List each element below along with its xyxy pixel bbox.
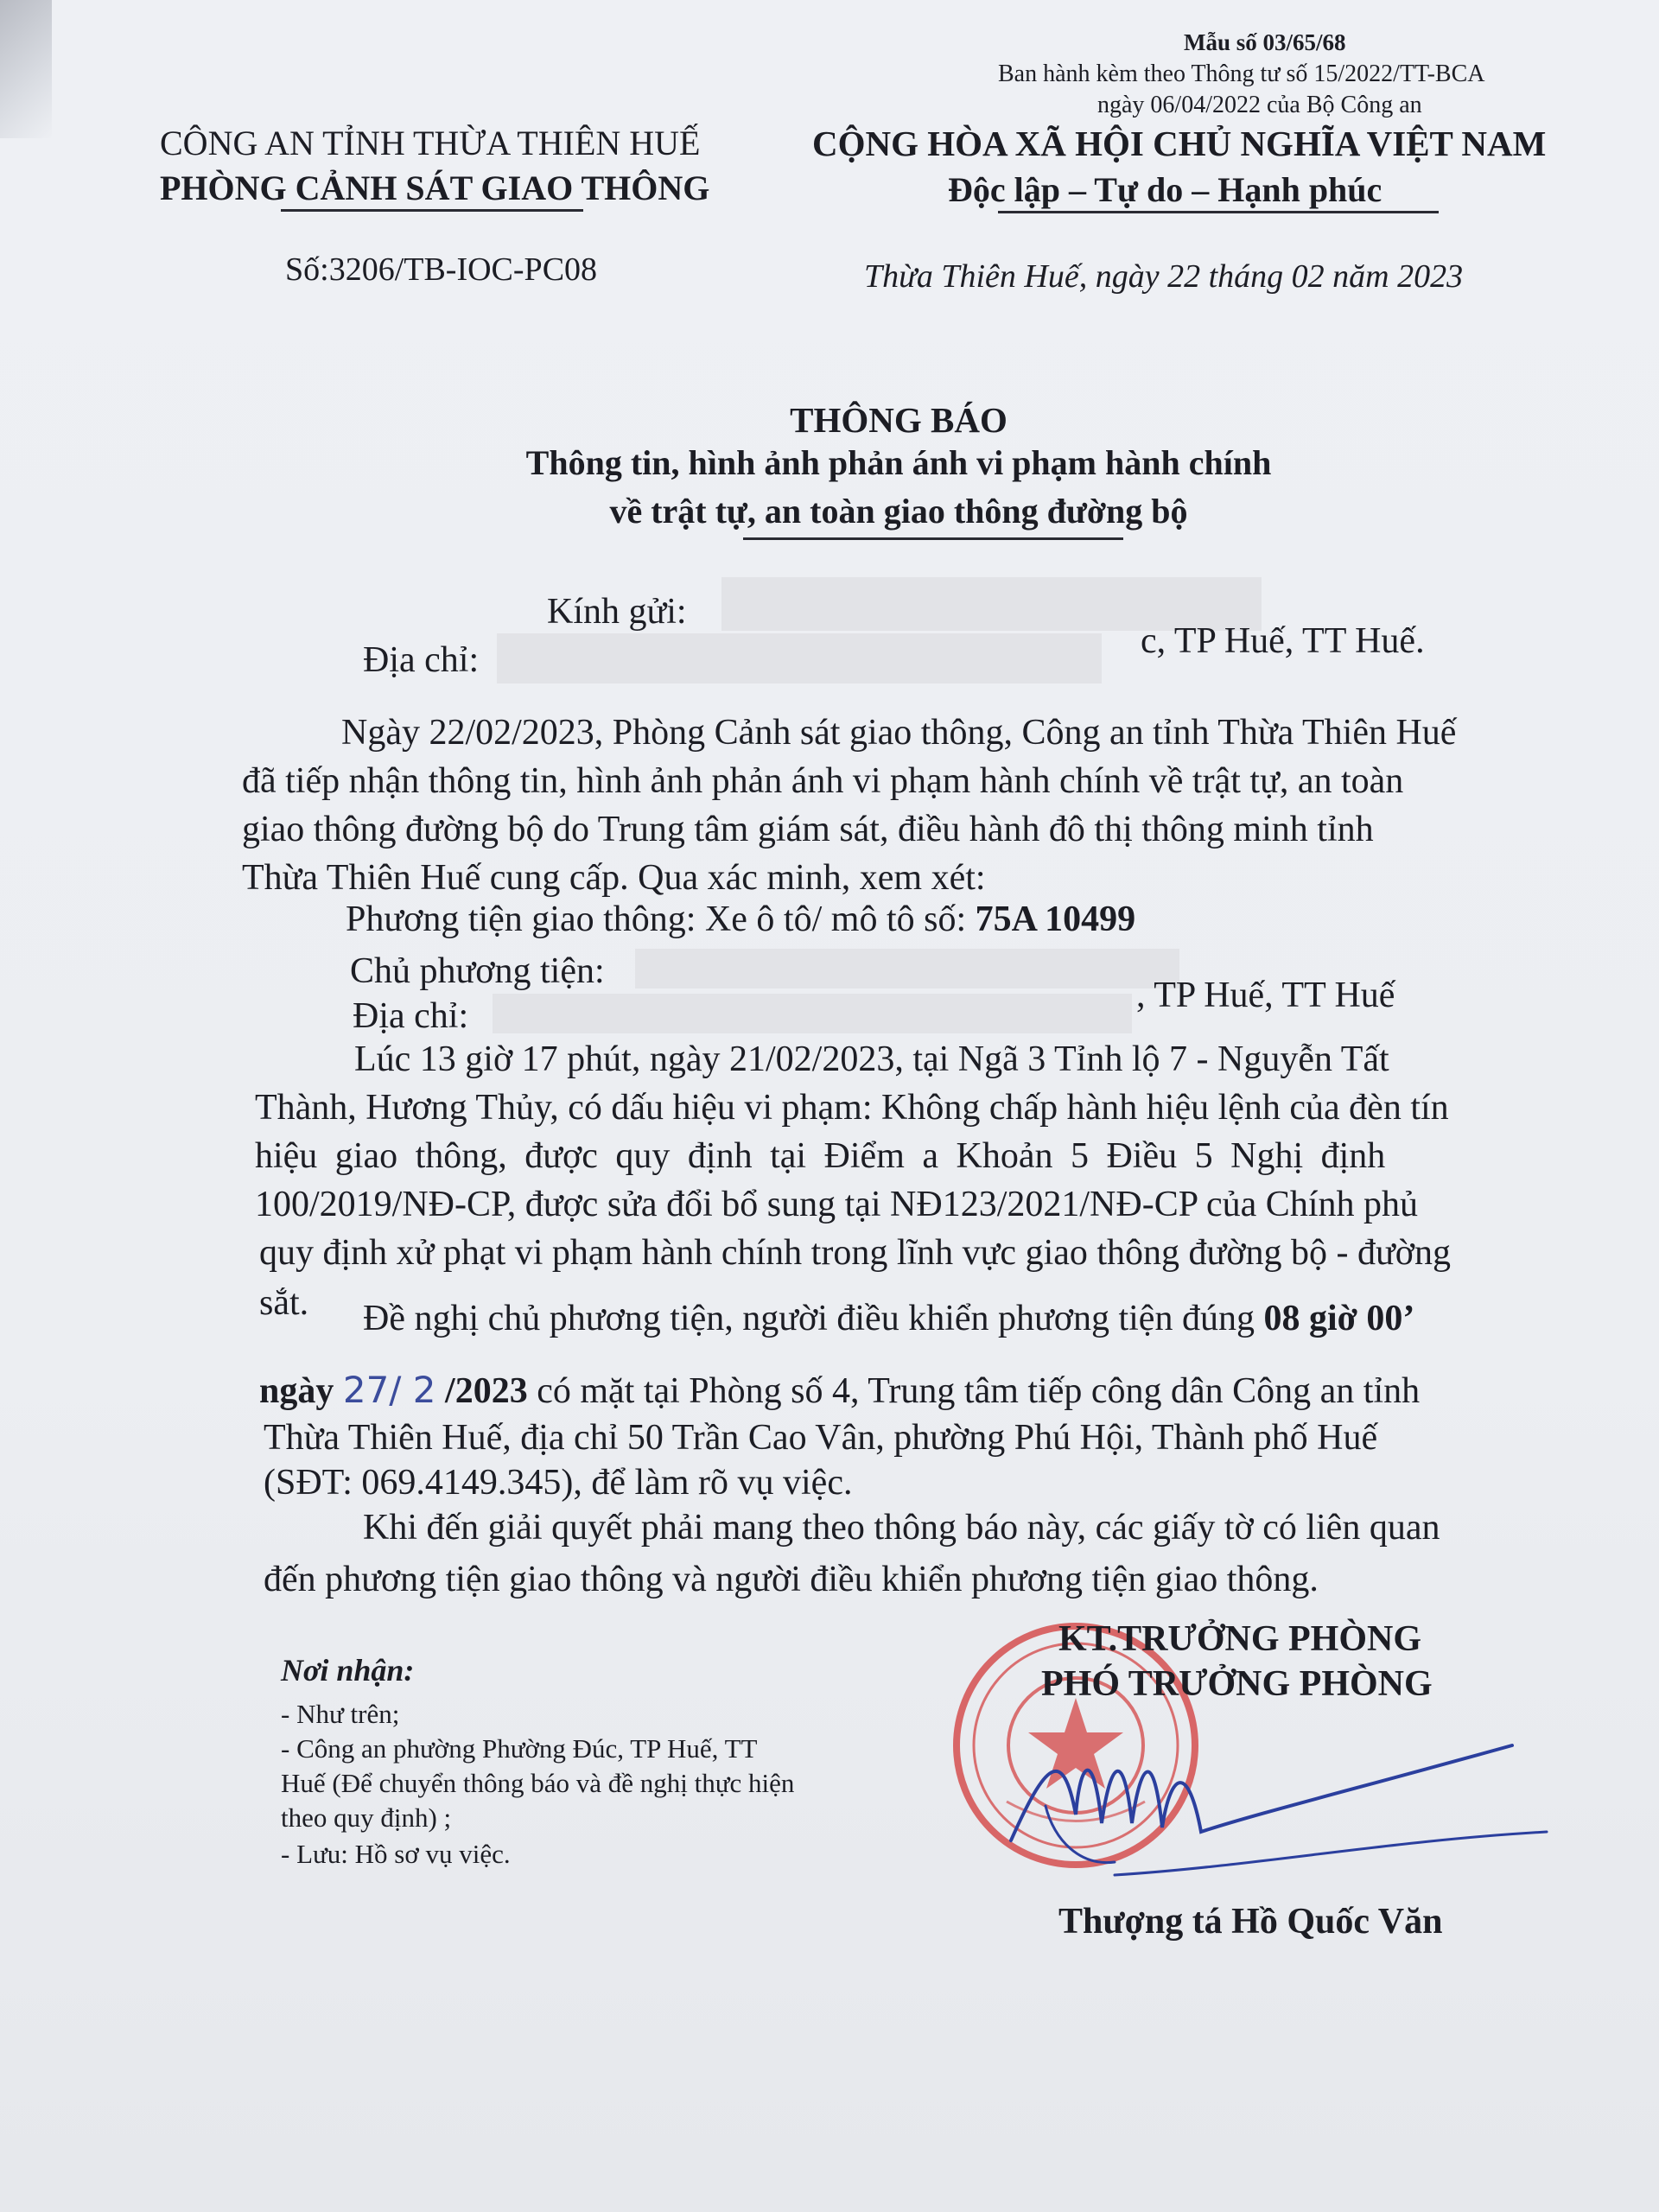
recipients-line-2: - Công an phường Phường Đúc, TP Huế, TT (281, 1733, 758, 1764)
recipients-title: Nơi nhận: (281, 1653, 415, 1688)
p4-line-2: đến phương tiện giao thông và người điều khiển phương tiện giao thông. (264, 1560, 1319, 1599)
place-date: Thừa Thiên Huế, ngày 22 tháng 02 năm 2023 (864, 258, 1464, 295)
doc-title: THÔNG BÁO (790, 400, 1007, 440)
appointment-day-label: ngày (259, 1371, 334, 1411)
redacted-recipient-address (497, 633, 1102, 683)
signer-name: Thượng tá Hồ Quốc Văn (1058, 1902, 1443, 1942)
doc-subtitle-2: về trật tự, an toàn giao thông đường bộ (609, 492, 1188, 531)
signer-kt-title: KT.TRƯỞNG PHÒNG (1058, 1619, 1421, 1659)
agency-dept: PHÒNG CẢNH SÁT GIAO THÔNG (160, 168, 710, 207)
kinh-gui-label: Kính gửi: (547, 592, 687, 632)
recipient-address-label: Địa chỉ: (363, 640, 480, 680)
p2-line-6: sắt. (259, 1283, 309, 1323)
vehicle-line (346, 899, 1135, 940)
recipient-address-tail: c, TP Huế, TT Huế. (1141, 621, 1425, 661)
recipients-line-4: theo quy định) ; (281, 1802, 452, 1833)
p1-line-3: giao thông đường bộ do Trung tâm giám sát, điều hành đô thị thông minh tỉnh (242, 810, 1374, 849)
owner-address-tail: , TP Huế, TT Huế (1136, 976, 1395, 1015)
form-issued-line: Ban hành kèm theo Thông tư số 15/2022/TT-BCA (998, 60, 1485, 87)
doc-subtitle-1: Thông tin, hình ảnh phản ánh vi phạm hành chính (525, 443, 1272, 482)
nation-name: CỘNG HÒA XÃ HỘI CHỦ NGHĨA VIỆT NAM (812, 124, 1547, 163)
recipients-line-1: - Như trên; (281, 1699, 400, 1729)
motto-underline (998, 211, 1439, 213)
national-motto: Độc lập – Tự do – Hạnh phúc (948, 170, 1382, 209)
appointment-time: 08 giờ 00’ (1263, 1299, 1415, 1338)
signer-deputy-title: PHÓ TRƯỞNG PHÒNG (1041, 1664, 1433, 1704)
redacted-owner-address (493, 994, 1132, 1033)
redacted-owner (635, 949, 1179, 988)
owner-label: Chủ phương tiện: (350, 951, 605, 991)
vehicle-plate: 75A 10499 (975, 899, 1136, 939)
p2-line-1: Lúc 13 giờ 17 phút, ngày 21/02/2023, tại Ngã 3 Tỉnh lộ 7 - Nguyễn Tất (354, 1039, 1389, 1079)
dept-underline (281, 209, 583, 212)
p1-line-2: đã tiếp nhận thông tin, hình ảnh phản ánh vi phạm hành chính về trật tự, an toàn (242, 761, 1404, 801)
p3-line-2 (259, 1369, 1420, 1412)
handwritten-signature (994, 1711, 1555, 1901)
page-curl (0, 0, 52, 138)
p3-line-3: Thừa Thiên Huế, địa chỉ 50 Trần Cao Vân, phường Phú Hội, Thành phố Huế (264, 1418, 1378, 1458)
title-underline (743, 537, 1123, 540)
p2-line-2: Thành, Hương Thủy, có dấu hiệu vi phạm: Không chấp hành hiệu lệnh của đèn tín (255, 1088, 1449, 1128)
recipients-line-3: Huế (Để chuyển thông báo và đề nghị thực hiện (281, 1768, 795, 1798)
form-number: Mẫu số 03/65/68 (1184, 29, 1346, 55)
p3-line-4: (SĐT: 069.4149.345), để làm rõ vụ việc. (264, 1463, 853, 1503)
vehicle-label: Phương tiện giao thông: Xe ô tô/ mô tô số: (346, 899, 967, 939)
p2-line-4: 100/2019/NĐ-CP, được sửa đổi bổ sung tại NĐ123/2021/NĐ-CP của Chính phủ (255, 1185, 1418, 1224)
p2-line-3: hiệu giao thông, được quy định tại Điểm a Khoản 5 Điều 5 Nghị định (255, 1136, 1386, 1176)
appointment-year: /2023 (445, 1371, 528, 1411)
form-date-line: ngày 06/04/2022 của Bộ Công an (1097, 92, 1422, 118)
agency-parent: CÔNG AN TỈNH THỪA THIÊN HUẾ (160, 124, 701, 162)
p2-line-5: quy định xử phạt vi phạm hành chính trong lĩnh vực giao thông đường bộ - đường (259, 1233, 1451, 1273)
owner-address-label: Địa chỉ: (353, 996, 469, 1036)
recipients-line-5: - Lưu: Hồ sơ vụ việc. (281, 1839, 511, 1869)
document-number: Số:3206/TB-IOC-PC08 (285, 251, 598, 288)
p3-line-2-text: có mặt tại Phòng số 4, Trung tâm tiếp công dân Công an tỉnh (537, 1371, 1421, 1411)
p3-line-1-text: Đề nghị chủ phương tiện, người điều khiển phương tiện đúng (363, 1299, 1255, 1338)
p1-line-1: Ngày 22/02/2023, Phòng Cảnh sát giao thông, Công an tỉnh Thừa Thiên Huế (341, 713, 1457, 753)
p1-line-4: Thừa Thiên Huế cung cấp. Qua xác minh, xem xét: (242, 858, 986, 898)
p3-line-1 (363, 1298, 1414, 1339)
handwritten-date: 27/ 2 (342, 1369, 436, 1411)
p4-line-1: Khi đến giải quyết phải mang theo thông báo này, các giấy tờ có liên quan (363, 1508, 1440, 1548)
